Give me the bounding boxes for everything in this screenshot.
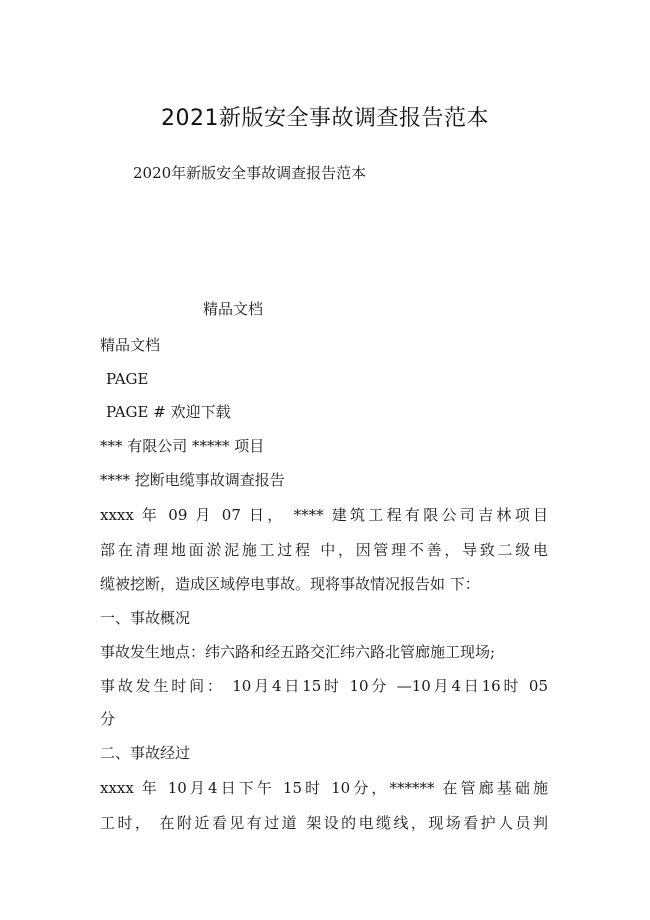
accident-location: 事故发生地点：纬六路和经五路交汇纬六路北管廊施工现场; [100, 643, 496, 661]
company-line: *** 有限公司 ***** 项目 [100, 437, 265, 455]
report-heading: **** 挖断电缆事故调查报告 [100, 471, 285, 489]
intro-paragraph-line-2: 部在清理地面淤泥施工过程 中，因管理不善，导致二级电 [100, 541, 548, 559]
process-paragraph-line-2: 工时， 在附近看见有过道 架设的电缆线，现场看护人员判 [100, 814, 548, 832]
watermark-text: 精品文档 [203, 300, 264, 318]
page-field: PAGE [106, 370, 149, 388]
section-heading-process: 二、事故经过 [100, 744, 191, 762]
accident-time-line-1: 事故发生时间： 10月4日15时 10分 —10月4日16时 05 [100, 677, 548, 695]
section-heading-overview: 一、事故概况 [100, 609, 191, 627]
document-title: 2021新版安全事故调查报告范本 [161, 106, 489, 131]
page-field-welcome: PAGE # 欢迎下载 [106, 403, 231, 421]
watermark-text-2: 精品文档 [100, 336, 161, 354]
process-paragraph-line-1: xxxx 年 10月4日下午 15时 10分，****** 在管廊基础施 [100, 779, 548, 797]
intro-paragraph-line-3: 缆被挖断，造成区域停电事故。现将事故情况报告如 下： [100, 575, 480, 593]
subtitle: 2020年新版安全事故调查报告范本 [133, 164, 367, 182]
accident-time-line-2: 分 [100, 710, 116, 728]
intro-paragraph-line-1: xxxx 年 09 月 07 日， **** 建筑工程有限公司吉林项目 [100, 506, 548, 524]
